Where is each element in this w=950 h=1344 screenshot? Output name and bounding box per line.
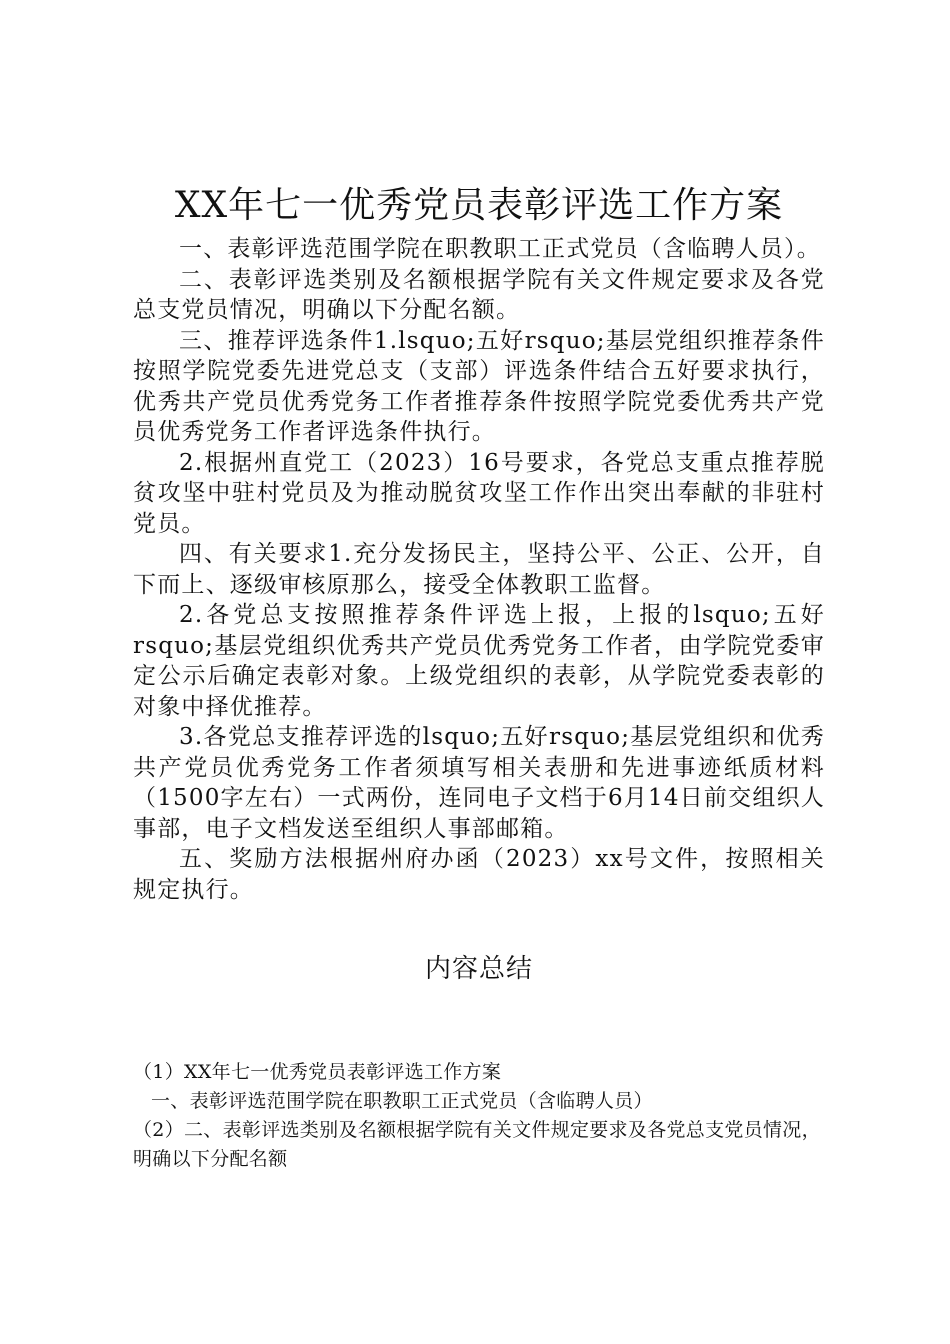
paragraph-requirements-3: 3.各党总支推荐评选的lsquo;五好rsquo;基层党组织和优秀共产党员优秀党务工作者须填写相关表册和先进事迹纸质材料（1500字左右）一式两份，连同电子文档于6月14日前交组织人事部，电子文档发送至组织人事部邮箱。 — [133, 724, 825, 842]
summary-line: 一、表彰评选范围学院在职教职工正式党员（含临聘人员） — [151, 1090, 653, 1112]
summary-line: （2）二、表彰评选类别及名额根据学院有关文件规定要求及各党总支党员情况，明确以下分配名额 — [133, 1119, 821, 1170]
paragraph-conditions: 三、推荐评选条件1.lsquo;五好rsquo;基层党组织推荐条件按照学院党委先进党总支（支部）评选条件结合五好要求执行，优秀共产党员优秀党务工作者推荐条件按照学院党委优秀共产党员优秀党务工作者评选条件执行。 — [133, 327, 825, 445]
summary-section — [133, 1058, 833, 1174]
paragraph-categories: 二、表彰评选类别及名额根据学院有关文件规定要求及各党总支党员情况，明确以下分配名额。 — [133, 266, 825, 323]
document-body — [133, 180, 825, 989]
paragraph-requirements: 四、有关要求1.充分发扬民主，坚持公平、公正、公开，自下而上、逐级审核原那么，接受全体教职工监督。 — [133, 541, 825, 598]
paragraph-requirements-2: 2.各党总支按照推荐条件评选上报，上报的lsquo;五好rsquo;基层党组织优秀共产党员优秀党务工作者，由学院党委审定公示后确定表彰对象。上级党组织的表彰，从学院党委表彰的对象中择优推荐。 — [133, 602, 825, 720]
paragraph-scope: 一、表彰评选范围学院在职教职工正式党员（含临聘人员）。 — [179, 236, 821, 262]
summary-line: （1）XX年七一优秀党员表彰评选工作方案 — [133, 1061, 502, 1083]
paragraph-rewards: 五、奖励方法根据州府办函（2023）xx号文件，按照相关规定执行。 — [133, 846, 825, 903]
paragraph-conditions-2: 2.根据州直党工（2023）16号要求，各党总支重点推荐脱贫攻坚中驻村党员及为推动脱贫攻坚工作作出突出奉献的非驻村党员。 — [133, 449, 825, 537]
summary-heading: 内容总结 — [424, 954, 533, 984]
document-title: XX年七一优秀党员表彰评选工作方案 — [174, 185, 784, 226]
